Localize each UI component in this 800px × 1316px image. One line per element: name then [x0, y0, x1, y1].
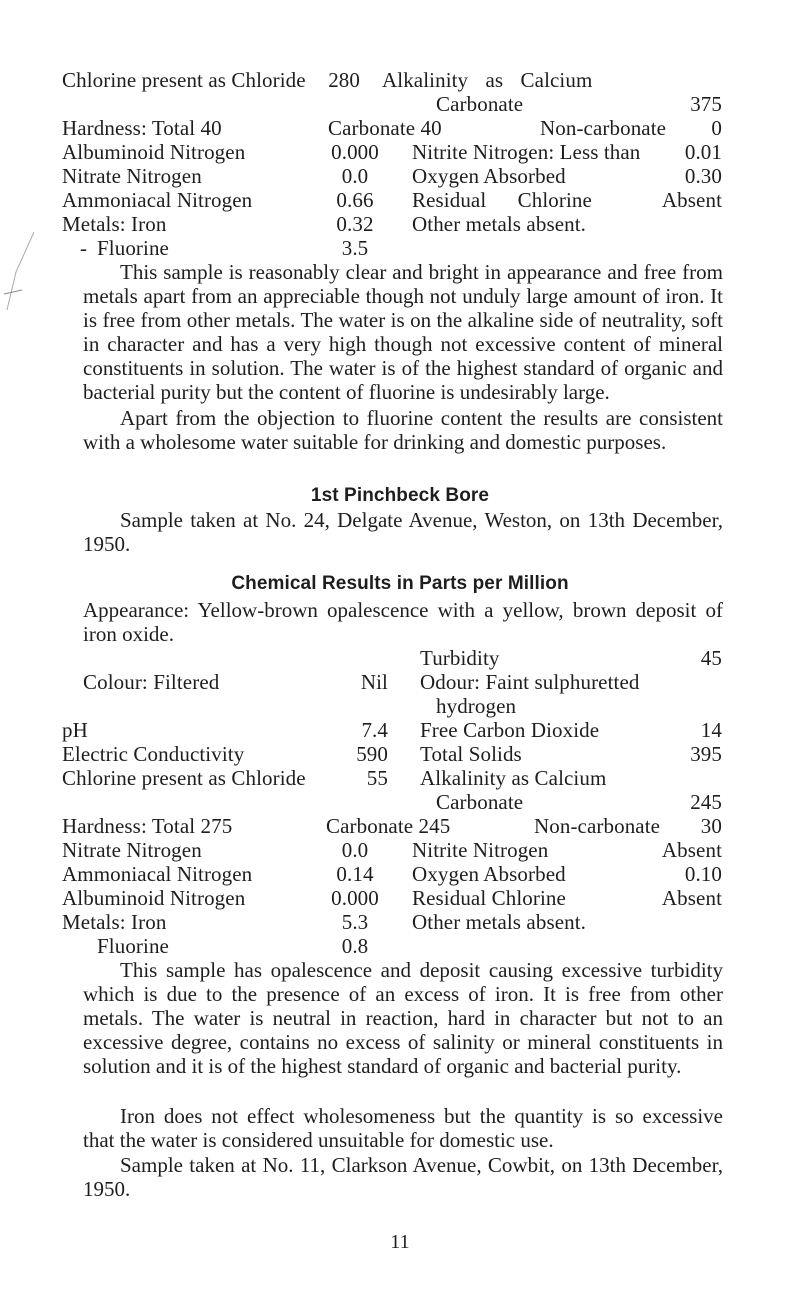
s2-row-label: Metals: Iron	[62, 910, 167, 934]
bore-sample-text	[83, 508, 723, 556]
s2-row-value: 0.0	[341, 838, 369, 862]
s1-paragraph-1	[83, 260, 723, 404]
s2-ph-value: 7.4	[361, 718, 388, 742]
page-number: 11	[390, 1231, 410, 1253]
s2-paragraph-1-text: This sample has opalescence and deposit causing excessive turbidity which is due to the presence of an excess of iron. It is free from other metals. The water is neutral in reaction, hard in character but not to an excessive degree, contains no excess of salinity or mineral constituents in solution and it is of the highest standard of organic and bacterial purity.	[83, 958, 723, 1078]
s2-alkalinity-label2: Carbonate	[436, 790, 524, 814]
s2-paragraph-2-text: Iron does not effect wholesomeness but the quantity is so excessive that the water is considered unsuitable for domestic use.	[83, 1104, 723, 1152]
s1-row-value: 3.5	[341, 236, 369, 260]
s2-conductivity-label: Electric Conductivity	[62, 742, 245, 766]
s1-noncarbonate-value: 0	[711, 116, 722, 140]
s2-noncarbonate-label: Non-carbonate	[534, 814, 661, 838]
s2-row-label: Nitrate Nitrogen	[62, 838, 202, 862]
s2-paragraph-1	[83, 958, 723, 1078]
s2-row-label: Fluorine	[97, 934, 169, 958]
s1-row-value: 0.0	[341, 164, 369, 188]
s1-hardness-carbonate: Carbonate 40	[328, 116, 442, 140]
s2-paragraph-3	[83, 1153, 723, 1201]
s2-odour-label2: hydrogen	[436, 694, 517, 718]
s2-row-right-label: Nitrite Nitrogen	[412, 838, 549, 862]
s1-row-label: Metals: Iron	[62, 212, 167, 236]
s1-row-right-label: Other metals absent.	[412, 212, 587, 236]
s1-row-right-value: 0.01	[684, 140, 722, 164]
s1-paragraph-1-text: This sample is reasonably clear and bright in appearance and free from metals apart from an appreciable though not unduly large amount of iron. It is free from other metals. The water is on the alkaline side of neutrality, soft in character and has a very high though not excessive content of mineral constituents in solution. The water is of the highest standard of organic and bacterial purity but the content of fluorine is undesirably large.	[83, 260, 723, 404]
s2-appearance: Appearance: Yellow-brown opalescence with a yellow, brown deposit of iron oxide.	[83, 598, 723, 646]
bore-sample-text-content: Sample taken at No. 24, Delgate Avenue, Weston, on 13th December, 1950.	[83, 508, 723, 556]
s2-solids-value: 395	[690, 742, 722, 766]
s1-paragraph-2-text: Apart from the objection to fluorine content the results are consistent with a wholesome water suitable for drinking and domestic purposes.	[83, 406, 723, 454]
s1-row-value: 0.32	[336, 212, 374, 236]
s1-alkalinity-label: Alkalinity as Calcium	[382, 68, 593, 92]
s2-hardness-carbonate: Carbonate 245	[326, 814, 451, 838]
dash-mark: -	[80, 236, 88, 260]
s2-solids-label: Total Solids	[420, 742, 522, 766]
s2-row-right-value: Absent	[661, 838, 722, 862]
s2-co2-value: 14	[700, 718, 722, 742]
s2-row-value: 0.14	[336, 862, 374, 886]
s2-row-label: Albuminoid Nitrogen	[62, 886, 246, 910]
s2-turbidity-value: 45	[700, 646, 722, 670]
s2-ph-label: pH	[62, 718, 88, 742]
s2-paragraph-3-text: Sample taken at No. 11, Clarkson Avenue, Cowbit, on 13th December, 1950.	[83, 1153, 723, 1201]
s2-co2-label: Free Carbon Dioxide	[420, 718, 600, 742]
s1-row-right-label: Nitrite Nitrogen: Less than	[412, 140, 641, 164]
s2-conductivity-value: 590	[356, 742, 388, 766]
s2-row-right-label: Other metals absent.	[412, 910, 587, 934]
s1-noncarbonate-label: Non-carbonate	[540, 116, 667, 140]
s2-alkalinity-value: 245	[690, 790, 722, 814]
s1-row-label: Ammoniacal Nitrogen	[62, 188, 253, 212]
bore-heading: 1st Pinchbeck Bore	[310, 485, 490, 506]
s2-row-right-label: Oxygen Absorbed	[412, 862, 566, 886]
scan-mark	[4, 232, 44, 312]
chemical-results-heading: Chemical Results in Parts per Million	[231, 573, 569, 594]
s2-paragraph-2	[83, 1104, 723, 1152]
s1-paragraph-2	[83, 406, 723, 454]
s1-chlorine-value: 280	[328, 68, 360, 92]
s1-alkalinity-value: 375	[690, 92, 722, 116]
s2-alkalinity-label: Alkalinity as Calcium	[420, 766, 607, 790]
s1-hardness-label: Hardness: Total 40	[62, 116, 222, 140]
s2-hardness-label: Hardness: Total 275	[62, 814, 233, 838]
s1-chlorine-label: Chlorine present as Chloride	[62, 68, 306, 92]
s2-row-value: 0.8	[341, 934, 369, 958]
s1-row-label: Albuminoid Nitrogen	[62, 140, 246, 164]
s2-row-value: 0.000	[331, 886, 379, 910]
s2-odour-label: Odour: Faint sulphuretted	[420, 670, 640, 694]
s2-row-right-value: Absent	[661, 886, 722, 910]
s2-chlorine-label: Chlorine present as Chloride	[62, 766, 306, 790]
s1-alkalinity-label2: Carbonate	[436, 92, 524, 116]
s2-turbidity-label: Turbidity	[420, 646, 500, 670]
s1-row-right-label: Oxygen Absorbed	[412, 164, 566, 188]
s2-row-label: Ammoniacal Nitrogen	[62, 862, 253, 886]
s2-row-right-label: Residual Chlorine	[412, 886, 566, 910]
s2-noncarbonate-value: 30	[700, 814, 722, 838]
s1-row-right-label: Residual Chlorine	[412, 188, 592, 212]
s1-row-label: Fluorine	[97, 236, 169, 260]
s2-chlorine-value: 55	[366, 766, 388, 790]
s1-row-value: 0.66	[336, 188, 374, 212]
s2-row-value: 5.3	[341, 910, 369, 934]
s1-row-right-value: Absent	[661, 188, 722, 212]
s2-colour-label: Colour: Filtered	[83, 670, 220, 694]
s2-colour-value: Nil	[360, 670, 388, 694]
s1-row-label: Nitrate Nitrogen	[62, 164, 202, 188]
s2-row-right-value: 0.10	[684, 862, 722, 886]
s1-row-right-value: 0.30	[684, 164, 722, 188]
s1-row-value: 0.000	[331, 140, 379, 164]
